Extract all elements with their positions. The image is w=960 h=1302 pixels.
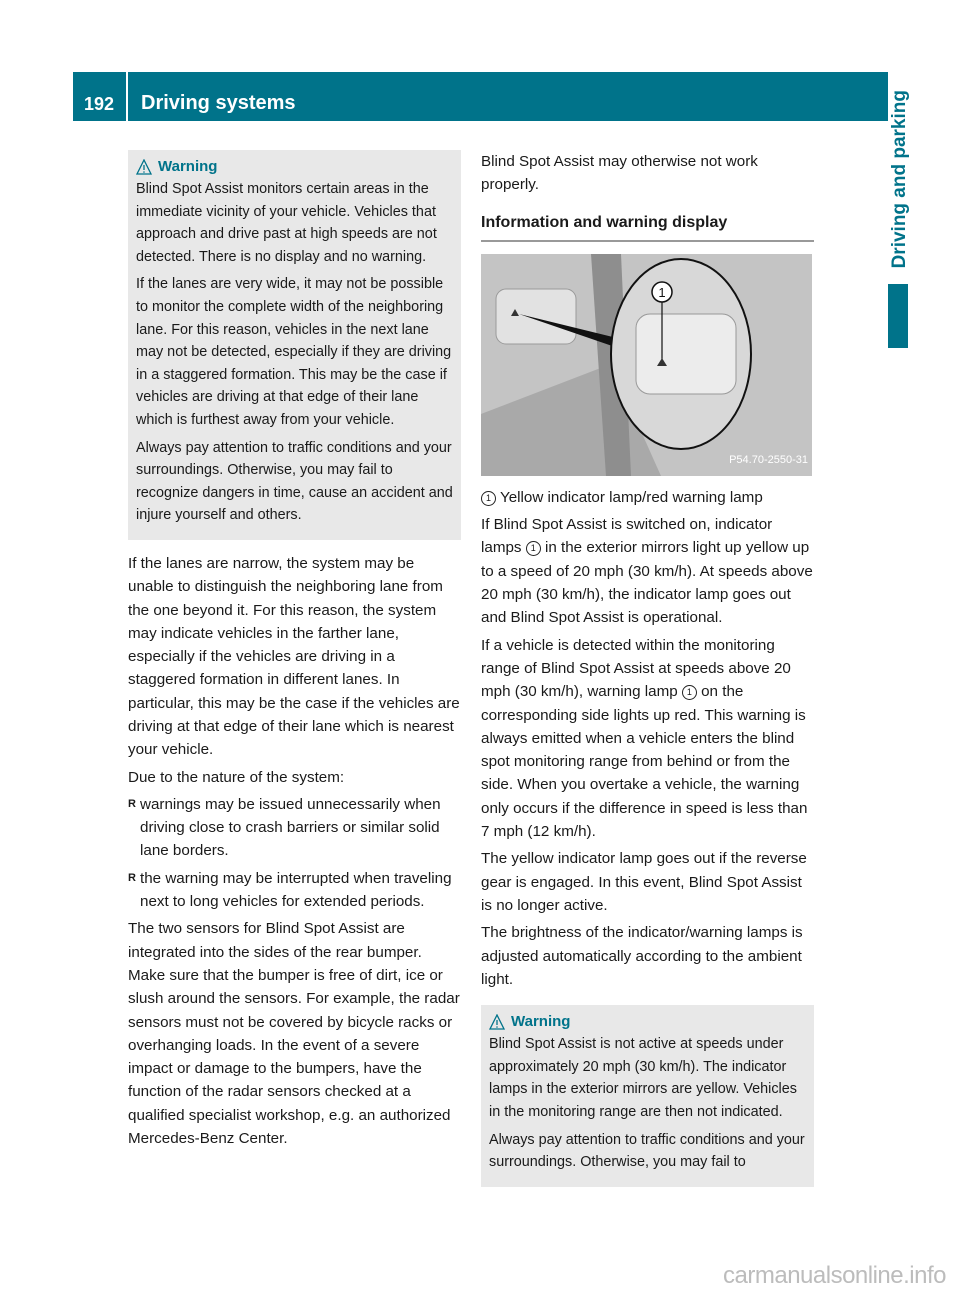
section-heading: Information and warning display: [481, 211, 814, 242]
text: If a vehicle is detected within the monitoring range of Blind Spot Assist at speeds above 20 mph (30 km/h), warning lamp: [481, 636, 791, 701]
warning-text: Always pay attention to traffic conditions and your surroundings. Otherwise, you may fail to recognize dangers in time, cause an accident and injure yourself and others.: [136, 439, 453, 524]
body-paragraph: Due to the nature of the system:: [128, 768, 345, 786]
body-paragraph: The brightness of the indicator/warning lamps is adjusted automatically according to the ambient light.: [481, 924, 803, 988]
warning-label: Warning: [158, 158, 218, 175]
list-item: [128, 793, 461, 863]
bullet-icon: R: [128, 797, 136, 810]
warning-triangle-icon: [136, 159, 152, 175]
page-header: [73, 72, 888, 121]
bullet-list: [128, 793, 461, 913]
body-paragraph: The yellow indicator lamp goes out if the reverse gear is engaged. In this event, Blind Spot Assist is no longer active.: [481, 850, 807, 914]
warning-heading: [136, 156, 453, 178]
text: If Blind Spot Assist is switched on, indicator lamps: [481, 516, 773, 557]
side-tab-label: Driving and parking: [889, 90, 910, 269]
figure-code: P54.70-2550-31: [729, 453, 808, 466]
warning-text: Blind Spot Assist is not active at speeds under approximately 20 mph (30 km/h). The indicator lamps in the exterior mirrors are yellow. Vehicles in the monitoring range are then not indicated.: [489, 1036, 797, 1120]
figure-caption: [481, 486, 814, 509]
text: on the corresponding side lights up red. This warning is always emitted when a vehicle enters the blind spot monitoring range from behind or from the side. When you overtake a vehicle, the warning only occurs if the difference in speed is less than 7 mph (12 km/h).: [481, 683, 808, 841]
bullet-icon: R: [128, 871, 136, 884]
warning-text: If the lanes are very wide, it may not be possible to monitor the complete width of the neighboring lane. For this reason, vehicles in the next lane may not be detected, especially if they are driving in a staggered formation. This may be the case if vehicles are driving at that edge of their lane which is furthest away from your vehicle.: [136, 276, 452, 428]
left-column: [128, 150, 461, 1154]
text: in the exterior mirrors light up yellow up to a speed of 20 mph (30 km/h). At speeds above 20 mph (30 km/h), the indicator lamp goes out and Blind Spot Assist is operational.: [481, 539, 813, 627]
mirror-drawing-icon: [481, 254, 812, 476]
body-paragraph: Blind Spot Assist may otherwise not work properly.: [481, 153, 758, 194]
warning-label: Warning: [511, 1013, 571, 1031]
svg-text:1: 1: [658, 284, 666, 300]
body-paragraph: If the lanes are narrow, the system may be unable to distinguish the neighboring lane from the one beyond it. For this reason, the system may indicate vehicles in the farther lane, especially if the vehicles are driving in a staggered formation in different lanes. In particular, this may be the case if the vehicles are driving at that edge of their lane which is nearest your vehicle.: [128, 554, 460, 759]
callout-1-icon: 1: [481, 491, 496, 506]
body-paragraph: [481, 513, 814, 629]
warning-box: [481, 1005, 814, 1187]
right-column: [481, 150, 814, 1187]
body-paragraph: [481, 634, 814, 844]
side-tab: [888, 90, 912, 280]
warning-triangle-icon: [489, 1014, 505, 1030]
side-tab-marker: [888, 284, 908, 348]
header-divider: [126, 72, 128, 121]
list-item-text: the warning may be interrupted when traveling next to long vehicles for extended periods.: [140, 869, 452, 911]
list-item: [128, 867, 461, 914]
callout-1-icon: 1: [682, 685, 697, 700]
caption-text: Yellow indicator lamp/red warning lamp: [499, 488, 763, 506]
list-item-text: warnings may be issued unnecessarily when driving close to crash barriers or similar solid lane borders.: [140, 795, 441, 860]
warning-heading: [489, 1011, 806, 1033]
mirror-illustration: [481, 254, 812, 476]
warning-box: [128, 150, 461, 540]
watermark: carmanualsonline.info: [723, 1262, 946, 1289]
chapter-title: Driving systems: [141, 92, 296, 114]
body-paragraph: The two sensors for Blind Spot Assist are integrated into the sides of the rear bumper. Make sure that the bumper is free of dirt, ice or slush around the sensors. For example, the radar sensors must not be covered by bicycle racks or overhanging loads. In the event of a severe impact or damage to the bumpers, have the function of the radar sensors checked at a qualified specialist workshop, e.g. an authorized Mercedes-Benz Center.: [128, 920, 460, 1148]
warning-text: Always pay attention to traffic conditions and your surroundings. Otherwise, you may fail to: [489, 1131, 805, 1171]
warning-text: Blind Spot Assist monitors certain areas in the immediate vicinity of your vehicle. Vehicles that approach and drive past at high speeds are not detected. There is no display and no warning.: [136, 181, 437, 265]
callout-1-icon: 1: [526, 541, 541, 556]
page-number: 192: [83, 94, 115, 114]
